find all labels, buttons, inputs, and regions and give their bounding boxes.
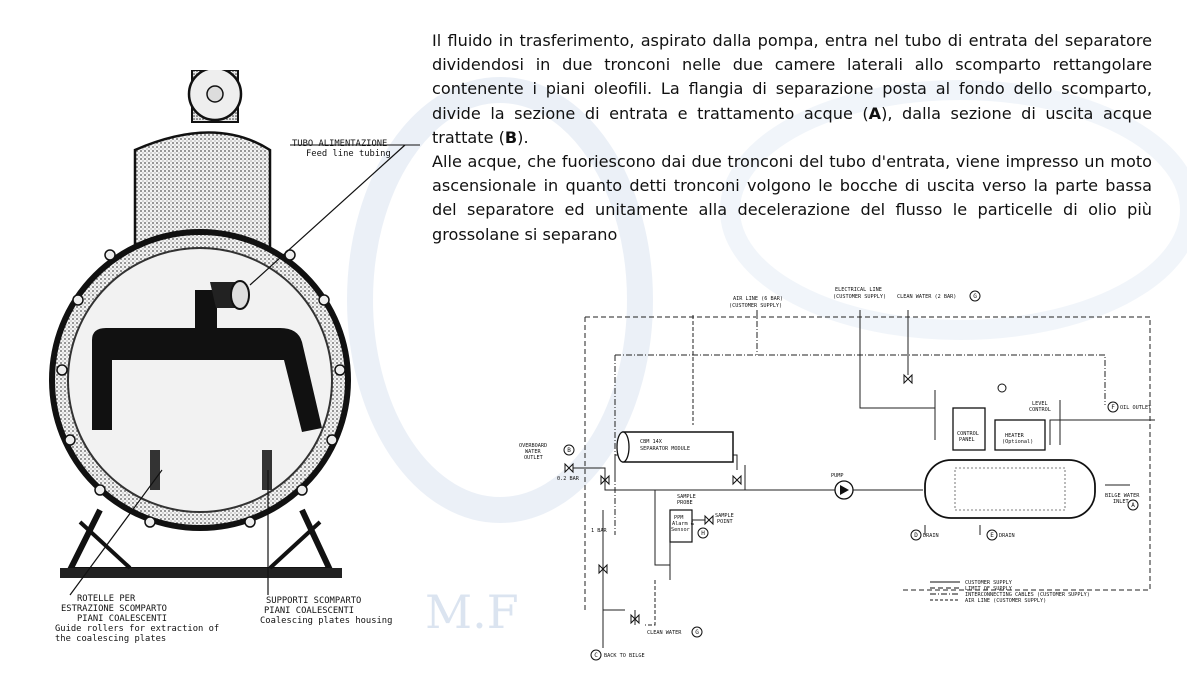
marker-h: H — [701, 530, 705, 537]
guide-label-it-1: ROTELLE PER — [77, 594, 136, 604]
feed-line-label — [292, 139, 391, 159]
pump-label: PUMP — [831, 473, 844, 479]
marker-b: B — [567, 447, 571, 454]
ppm-label-1: PPM — [674, 515, 684, 521]
module-label-1: CBM 14X — [640, 439, 662, 445]
housing-label-it-1: SUPPORTI SCOMPARTO — [266, 596, 362, 606]
bar-1-label: 1 BAR — [591, 528, 607, 534]
feed-line-label-it: TUBO ALIMENTAZIONE — [292, 139, 388, 149]
sample-probe-label-2: PROBE — [677, 500, 693, 506]
legend-item-3: INTERCONNECTING CABLES (CUSTOMER SUPPLY) — [965, 592, 1090, 598]
housing-label-it-2: PIANI COALESCENTI — [264, 606, 355, 616]
marker-a: A — [1131, 502, 1135, 509]
description-text — [432, 29, 1152, 247]
legend-item-4: AIR LINE (CUSTOMER SUPPLY) — [965, 598, 1047, 604]
electrical-line-label: ELECTRICAL LINE — [835, 287, 882, 293]
electrical-line-sub-label: (CUSTOMER SUPPLY) — [833, 294, 887, 300]
control-panel-label-2: PANEL — [959, 437, 975, 443]
paragraph1-part-c: ). — [517, 127, 529, 147]
description-paragraph-2: Alle acque, che fuoriescono dai due tronconi del tubo d'entrata, viene impresso un moto ascensionale in quanto detti tronconi volgono le bocche di uscita verso la parte bassa del separatore ed unitamente alla decelerazione del flusso le particelle di olio più grossolane si separano — [432, 152, 1152, 244]
marker-e: E — [990, 532, 994, 539]
overboard-label-3: OUTLET — [524, 455, 543, 461]
back-to-bilge-label: BACK TO BILGE — [604, 653, 645, 659]
marker-d: D — [914, 532, 918, 539]
marker-f: F — [1111, 404, 1115, 411]
description-paragraph-1 — [432, 29, 1152, 150]
bilge-inlet-label-1: BILGE WATER — [1105, 493, 1140, 499]
guide-rollers-label — [55, 594, 219, 644]
clean-water-bottom-label: CLEAN WATER — [647, 630, 682, 636]
guide-label-it-2: ESTRAZIONE SCOMPARTO — [61, 604, 167, 614]
control-panel-label-1: CONTROL — [957, 431, 979, 437]
legend-item-2: LIMIT OF SUPPLY — [965, 586, 1012, 592]
clean-water-top-label: CLEAN WATER (2 BAR) — [897, 294, 957, 300]
level-control-label-1: LEVEL — [1032, 401, 1048, 407]
paragraph1-part-a: Il fluido in trasferimento, aspirato dalla pompa, entra nel tubo di entrata del separatore dividendosi in due tronconi nelle due camere laterali allo scomparto rettangolare contenente i piani oleofili. La flangia di separazione posta al fondo dello scomparto, divide la sezione di entrata e trattamento acque ( — [432, 31, 1152, 123]
plates-housing-label — [260, 596, 392, 626]
air-line-sub-label: (CUSTOMER SUPPLY) — [729, 303, 783, 309]
heater-label-1: HEATER — [1005, 433, 1024, 439]
housing-label-en: Coalescing plates housing — [260, 616, 393, 626]
feed-line-label-en: Feed line tubing — [306, 149, 391, 159]
paragraph1-bold-a: A — [868, 103, 882, 123]
paragraph1-part-b: ), dalla sezione di uscita acque trattate ( — [432, 103, 1152, 147]
guide-label-en-2: the coalescing plates — [55, 634, 167, 644]
oil-outlet-label: OIL OUTLET — [1120, 405, 1152, 411]
guide-label-en-1: Guide rollers for extraction of — [55, 624, 220, 634]
level-control-label-2: CONTROL — [1029, 407, 1051, 413]
heater-label-2: (Optional) — [1002, 439, 1034, 445]
overboard-label-1: OVERBOARD — [519, 443, 548, 449]
bilge-inlet-label-2: INLET — [1113, 499, 1129, 505]
svg-text:M.F: M.F — [425, 585, 519, 639]
sample-probe-label-1: SAMPLE — [677, 494, 696, 500]
air-line-label: AIR LINE (6 BAR) — [733, 296, 783, 302]
sample-point-label-1: SAMPLE — [715, 513, 734, 519]
guide-label-it-3: PIANI COALESCENTI — [77, 614, 168, 624]
drain-e-label: DRAIN — [999, 533, 1015, 539]
bar-02-label: 0.2 BAR — [557, 476, 579, 482]
ppm-label-3: Sensor — [671, 527, 690, 533]
paragraph1-bold-b: B — [504, 127, 518, 147]
marker-g: G — [973, 293, 977, 300]
ppm-label-2: Alarm & — [672, 521, 694, 527]
legend-item-1: CUSTOMER SUPPLY — [965, 580, 1012, 586]
overboard-label-2: WATER — [525, 449, 541, 455]
module-label-2: SEPARATOR MODULE — [640, 446, 690, 452]
schematic-drawing — [505, 280, 1185, 668]
drain-d-label: DRAIN — [923, 533, 939, 539]
sample-point-label-2: POINT — [717, 519, 733, 525]
piping-schematic — [505, 280, 1185, 668]
marker-g-bottom: G — [695, 629, 699, 636]
marker-c: C — [594, 652, 598, 659]
